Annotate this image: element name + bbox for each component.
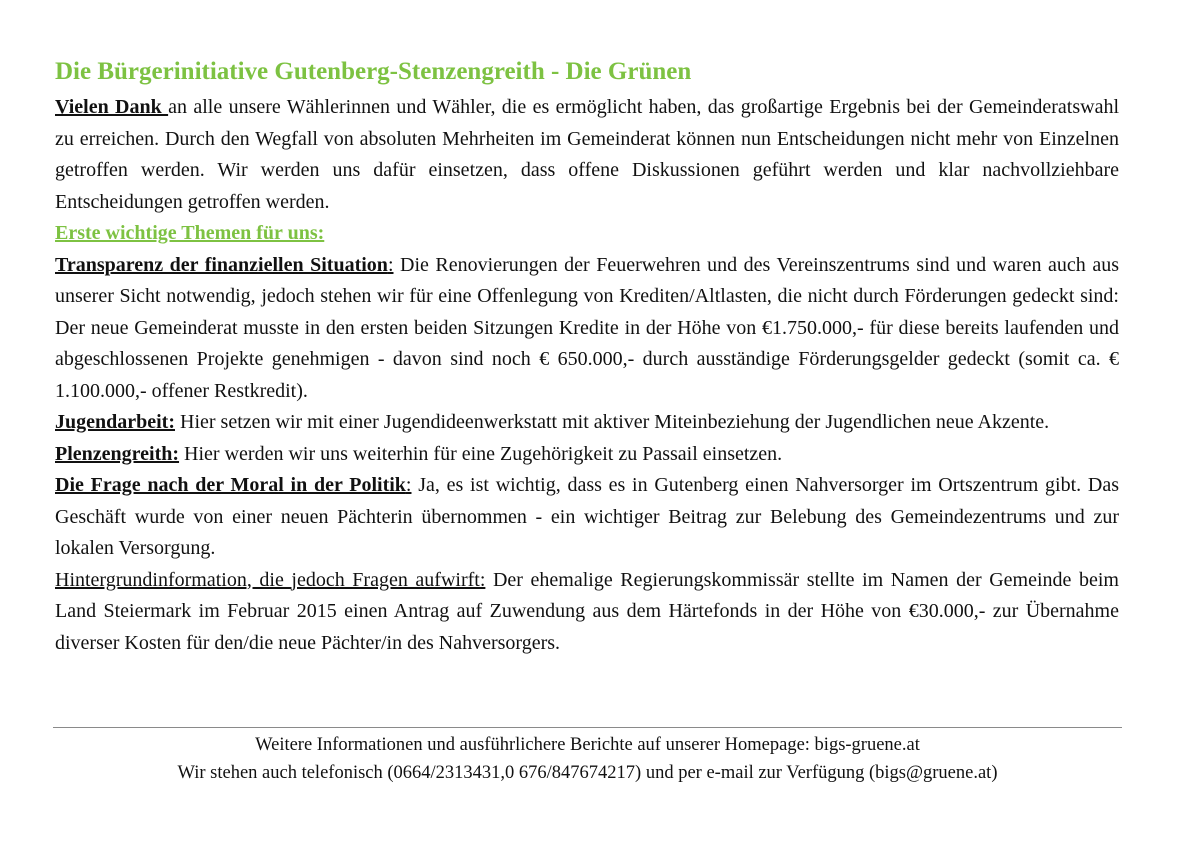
main-content bbox=[55, 56, 1119, 659]
section-youth-work bbox=[55, 407, 1119, 439]
section-lead: Plenzengreith: bbox=[55, 442, 180, 465]
section-text: Der ehemalige Regierungskommissär stellte im Namen der Gemeinde beim Land Steiermark im Februar 2015 einen Antrag auf Zuwendung aus dem Härtefonds in der Höhe von €30.000,- zur Übernahme diverser Kosten für den/die neue Pächter/in des Nahversorgers. bbox=[55, 568, 1119, 654]
section-text: Hier setzen wir mit einer Jugendideenwerkstatt mit aktiver Miteinbeziehung der Jugendlichen neue Akzente. bbox=[175, 411, 1050, 433]
section-moral-in-politics bbox=[55, 470, 1119, 565]
section-plenzengreith bbox=[55, 439, 1119, 471]
section-text: Die Renovierungen der Feuerwehren und des Vereinszentrums sind und waren auch aus unserer Sicht notwendig, jedoch stehen wir für eine Offenlegung von Krediten/Altlasten, die nicht durch Förderungen gedeckt sind: Der neue Gemeinderat musste in den ersten beiden Sitzungen Kredite in der Höhe von €1.750.000,- für diese bereits laufenden und abgeschlossenen Projekte genehmigen - davon sind noch € 650.000,- durch ausständige Förderungsgelder gedeckt (somit ca. € 1.100.000,- offener Restkredit). bbox=[55, 253, 1119, 402]
intro-lead: Vielen Dank bbox=[55, 96, 169, 118]
section-lead: Die Frage nach der Moral in der Politik bbox=[55, 474, 406, 496]
section-text: Hier werden wir uns weiterhin für eine Zugehörigkeit zu Passail einsetzen. bbox=[179, 442, 783, 465]
section-lead: Transparenz der finanziellen Situation bbox=[55, 253, 388, 276]
intro-paragraph bbox=[55, 92, 1119, 218]
section-background-info bbox=[55, 565, 1119, 660]
themes-heading: Erste wichtige Themen für uns: bbox=[55, 222, 325, 244]
footer-divider bbox=[53, 727, 1122, 728]
section-text: Ja, es ist wichtig, dass es in Gutenberg einen Nahversorger im Ortszentrum gibt. Das Geschäft wurde von einer neuen Pächterin übernommen - ein wichtiger Beitrag zur Belebung des Gemeindezentrums und zur lokalen Versorgung. bbox=[55, 474, 1119, 559]
section-separator: : bbox=[387, 253, 394, 276]
footer bbox=[53, 731, 1122, 787]
section-transparency bbox=[55, 250, 1119, 408]
section-lead: Hintergrundinformation, die jedoch Fragen aufwirft: bbox=[55, 568, 486, 591]
footer-homepage-line: Weitere Informationen und ausführlichere Berichte auf unserer Homepage: bigs-gruene.at bbox=[255, 735, 920, 755]
page-title: Die Bürgerinitiative Gutenberg-Stenzengreith - Die Grünen bbox=[55, 58, 692, 85]
intro-text: an alle unsere Wählerinnen und Wähler, die es ermöglicht haben, das großartige Ergebnis bei der Gemeinderatswahl zu erreichen. Durch den Wegfall von absoluten Mehrheiten im Gemeinderat können nun Entscheidungen nicht mehr von Einzelnen getroffen werden. Wir werden uns dafür einsetzen, dass offene Diskussionen geführt werden und klar nachvollziehbare Entscheidungen getroffen werden. bbox=[55, 96, 1119, 213]
section-lead: Jugendarbeit: bbox=[55, 411, 175, 433]
footer-contact-line: Wir stehen auch telefonisch (0664/2313431,0 676/847674217) und per e-mail zur Verfügung (bigs@gruene.at) bbox=[177, 763, 998, 783]
section-separator: : bbox=[405, 474, 412, 496]
